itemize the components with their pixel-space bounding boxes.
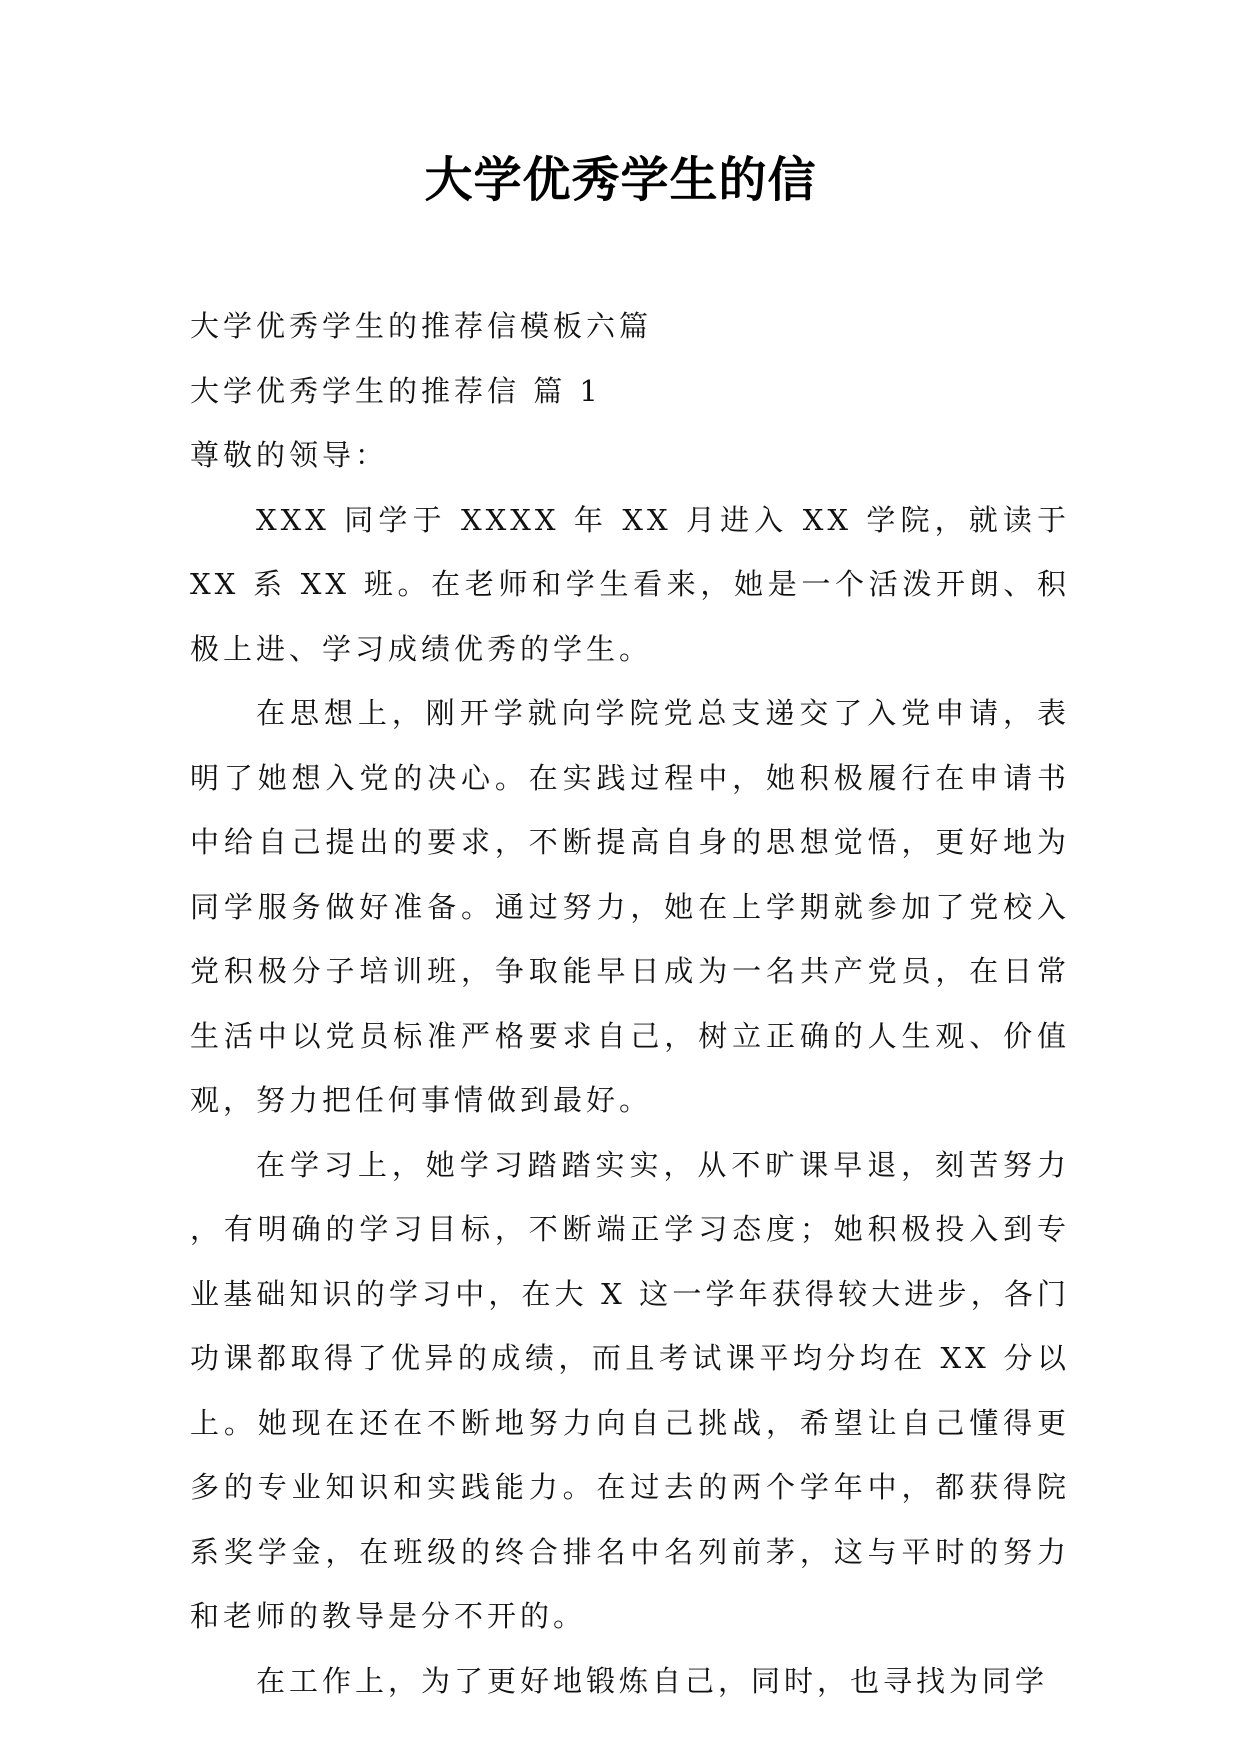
paragraph-study: 在学习上，她学习踏踏实实，从不旷课早退，刻苦努力，有明确的学习目标，不断端正学习态度；她积极投入到专业基础知识的学习中，在大 X 这一学年获得较大进步，各门功课都取得了优异的成绩，而且考试课平均分均在 XX 分以上。她现在还在不断地努力向自己挑战，希望让自己懂得更多的专业知识和实践能力。在过去的两个学年中，都获得院系奖学金，在班级的终合排名中名列前茅，这与平时的努力和老师的教导是分不开的。 <box>190 1147 1070 1633</box>
paragraph-work: 在工作上，为了更好地锻炼自己，同时，也寻找为同学 <box>256 1663 1049 1698</box>
salutation: 尊敬的领导： <box>190 438 389 472</box>
document-title: 大学优秀学生的信 <box>424 152 817 208</box>
document-body <box>190 294 1070 1713</box>
document-subtitle: 大学优秀学生的推荐信模板六篇 <box>190 309 653 343</box>
section-heading: 大学优秀学生的推荐信 篇 1 <box>190 373 602 408</box>
paragraph-intro: XXX 同学于 XXXX 年 XX 月进入 XX 学院，就读于 XX 系 XX 班。在老师和学生看来，她是一个活泼开朗、积极上进、学习成绩优秀的学生。 <box>190 502 1070 666</box>
paragraph-ideology: 在思想上，刚开学就向学院党总支递交了入党申请，表明了她想入党的决心。在实践过程中，她积极履行在申请书中给自己提出的要求，不断提高自身的思想觉悟，更好地为同学服务做好准备。通过努力，她在上学期就参加了党校入党积极分子培训班，争取能早日成为一名共产党员，在日常生活中以党员标准严格要求自己，树立正确的人生观、价值观，努力把任何事情做到最好。 <box>190 696 1070 1117</box>
